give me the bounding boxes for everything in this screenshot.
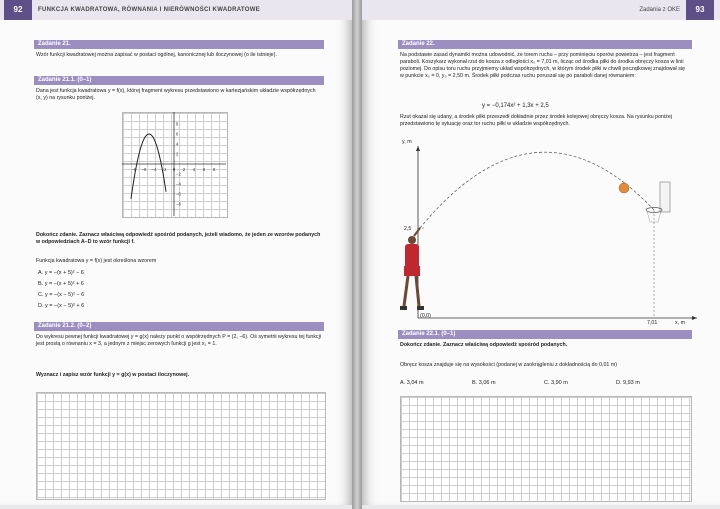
option-text: y = −(x − 5)² − 6 [45,292,85,298]
y-tick-label: 8 [176,121,179,127]
option-b[interactable] [472,380,496,387]
trajectory-figure [392,136,702,332]
option-letter: C. [38,292,44,298]
y-axis-arrow [416,146,420,151]
axis-x-label: x, m [675,320,686,326]
option-text: 3,04 m [406,380,424,386]
task21-2-title: Zadanie 21.2. (0–2) [34,322,324,331]
x-tick-label: −4 [151,167,157,172]
task21-2-text: Do wykresu pewnej funkcji kwadratowej y = g(x) należy punkt o współrzędnych P = (2, −6). Oś symetrii wykresu tej funkcji jest prostą o równaniu x = 3, a jednym z miejsc zerowych funkcji g jest x₁ = 1. [36,334,322,347]
option-letter: B. [38,281,44,287]
option-d[interactable] [38,303,84,310]
option-b[interactable] [38,281,84,288]
y-tick-label: −2 [176,171,181,177]
left-header [0,0,352,20]
task21-1-lead: Funkcja kwadratowa y = f(x) jest określona wzorem [36,258,157,264]
basket-hoop [646,182,670,222]
y-tick-label: −8 [176,201,181,207]
option-letter: D. [616,380,622,386]
left-page-number: 92 [4,0,32,20]
option-letter: A. [38,270,44,276]
axis-y-label: y, m [402,139,412,145]
x-tick-label: −8 [131,167,137,172]
task21-1-title: Zadanie 21.1. (0–1) [34,76,324,85]
x-tick-label: 2 [182,167,186,172]
task21-intro: Wzór funkcji kwadratowej można zapisać w postaci ogólnej, kanonicznej lub iloczynowej (o ile istnieje). [36,52,277,58]
ball-trajectory [420,152,654,228]
left-header-title: FUNKCJA KWADRATOWA, RÓWNANIA I NIERÓWNOŚCI KWADRATOWE [38,7,260,13]
option-letter: B. [472,380,478,386]
x-tick-label: 6 [202,167,206,172]
option-c[interactable] [544,380,568,387]
option-a[interactable] [400,380,424,387]
x-tick-label: 4 [192,167,196,172]
x-tick-label: 8 [212,167,216,172]
option-d[interactable] [616,380,640,387]
x-axis-arrow [692,316,697,320]
task22-1-instruction: Dokończ zdanie. Zaznacz właściwą odpowiedź spośród podanych. [400,342,568,348]
task21-1-instruction: Dokończ zdanie. Zaznacz właściwą odpowiedź spośród podanych, jeżeli wiadomo, że jeden ze wzorów podanych w odpowiedziach A–D to wzór funkcji f. [36,232,321,245]
book-gutter [352,0,362,509]
y-tick-label: −4 [176,181,181,187]
option-letter: A. [400,380,406,386]
y-tick-label: −6 [176,191,181,197]
y-tick-label: 4 [176,141,179,147]
option-letter: D. [38,303,44,309]
task22-1-lead: Obręcz kosza znajduje się na wysokości (podanej w zaokrągleniu z dokładnością do 0,01 m) [400,362,617,368]
function-graph [118,108,230,220]
task22-equation: y = −0,174x² + 1,3x + 2,5 [482,103,549,109]
answer-grid-right[interactable] [400,396,692,502]
option-text: y = −(x + 5)² − 6 [44,270,84,276]
option-text: 3,90 m [551,380,568,386]
right-page [362,0,720,505]
origin-label: (0,0) [420,313,431,319]
x-tick-label: −6 [141,167,147,172]
left-page [0,0,352,505]
x-tick-label: 0 [172,167,176,172]
option-a[interactable] [38,270,84,277]
option-c[interactable] [38,292,84,299]
option-text: 3,06 m [478,380,496,386]
task22-title: Zadanie 22. [398,40,692,49]
right-header [362,0,720,20]
point-x-label: 7,01 [647,320,658,326]
option-text: y = −(x − 5)² + 6 [45,303,85,309]
answer-grid-left[interactable] [36,392,326,500]
task22-text2: Rzut okazał się udany, a środek piłki przeszedł dokładnie przez środek kolejowej obręczy kosza. Na rysunku poniżej przedstawiono tę sytuację oraz tor ruchu piłki w układzie współrzędnych. [400,114,672,127]
task22-text1: Na podstawie zasad dynamiki można udowodnić, że torem ruchu – przy pominięciu oporów powietrza – jest fragment paraboli. Koszykarz wykonał rzut do kosza z odległości x₀ = 7,01 m, licząc od środka piłki do środka obręczy kosza w linii poziomej. Do opisu toru ruchu przyjmiemy układ współrzędnych, w którym środek piłki w chwili początkowej znajdował się w punkcie x₀ = 0, y₀ = 2,50 m. Środek piłki podczas ruchu poruszał się po paraboli danej równaniem: [400,52,685,79]
point-y-label: 2,5 [404,226,412,232]
ball [619,183,629,193]
y-tick-label: 2 [176,151,179,157]
task21-2-instruction: Wyznacz i zapisz wzór funkcji y = g(x) w postaci iloczynowej. [36,372,190,378]
basketball-player [400,228,424,310]
option-text: y = −(x + 5)² + 6 [44,281,84,287]
task21-title: Zadanie 21. [34,40,324,49]
y-tick-label: 6 [176,131,179,137]
right-page-number: 93 [686,0,714,20]
x-tick-label: −2 [161,167,167,172]
option-letter: C. [544,380,550,386]
task21-1-text: Dana jest funkcja kwadratowa y = f(x), której fragment wykresu przedstawiono w kartezjańskim układzie współrzędnych (x, y) na rysunku poniżej. [36,88,316,101]
task22-1-title: Zadanie 22.1. (0–1) [398,330,692,339]
option-text: 9,93 m [623,380,640,386]
right-header-title: Zadania z OKE [639,7,680,13]
